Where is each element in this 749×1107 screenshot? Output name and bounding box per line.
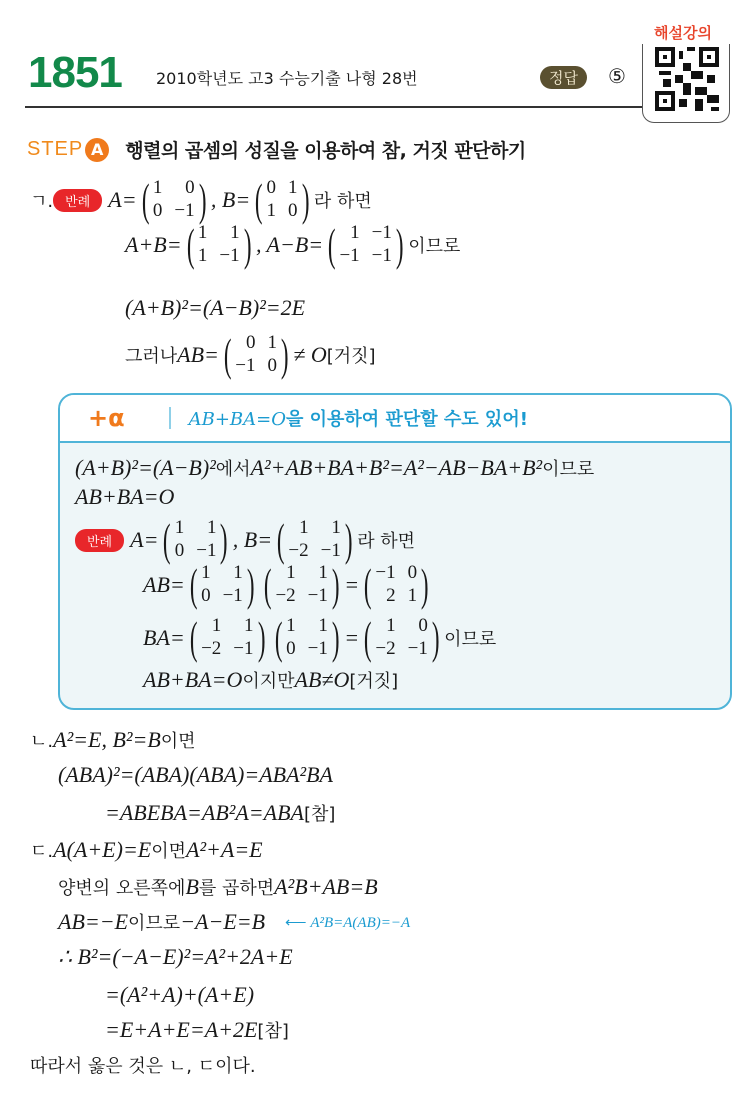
- math-expression: , B=: [210, 187, 251, 212]
- left-paren: (: [274, 612, 283, 663]
- plus-alpha-icon: +α: [88, 404, 125, 432]
- math-expression: A²+AB+BA+B²=A²−AB−BA+B²: [250, 455, 543, 480]
- right-paren: ): [220, 514, 228, 565]
- left-paren: (: [189, 612, 198, 663]
- math-expression: AB=: [177, 342, 219, 367]
- text: [거짓]: [349, 671, 399, 692]
- solution-line: [143, 612, 497, 663]
- right-paren: ): [280, 329, 289, 380]
- text: 이면: [151, 841, 187, 862]
- matrix-entry: 1: [197, 245, 208, 266]
- counterexample-badge: 반례: [53, 189, 102, 212]
- matrix-grid: [175, 517, 217, 563]
- matrix-grid: [201, 562, 243, 608]
- math-expression: =E+A+E=A+2E: [105, 1017, 258, 1042]
- matrix-entry: 1: [152, 177, 163, 198]
- math-expression: A²B+AB=B: [274, 874, 378, 899]
- matrix-entry: 1: [230, 222, 240, 243]
- right-paren: ): [420, 559, 429, 610]
- matrix: [271, 612, 343, 663]
- math-expression: (A+B)²=(A−B)²: [75, 455, 216, 480]
- math-expression: =(A²+A)+(A+E): [105, 982, 255, 1007]
- solution-line: [105, 800, 335, 826]
- matrix-entry: 0: [245, 332, 256, 353]
- solution-line: [30, 174, 372, 225]
- right-paren: ): [431, 612, 440, 663]
- math-expression: ∴ B²=(−A−E)²=A²+2A+E: [58, 944, 293, 969]
- header-divider: [25, 106, 645, 108]
- matrix: [186, 559, 258, 610]
- math-expression: AB+BA=O: [75, 484, 175, 509]
- step-title: 행렬의 곱셈의 성질을 이용하여 참, 거짓 판단하기: [125, 140, 526, 162]
- matrix-entry: 1: [244, 615, 254, 636]
- math-expression: A=: [108, 187, 137, 212]
- text: 이므로: [444, 629, 497, 650]
- math-expression: A=: [130, 527, 159, 552]
- left-paren: (: [327, 219, 336, 270]
- matrix-grid: [235, 332, 277, 378]
- matrix: [159, 514, 231, 565]
- matrix-entry: 1: [201, 562, 211, 583]
- solution-line: [30, 727, 196, 753]
- matrix-entry: −1: [307, 585, 328, 606]
- matrix-entry: −2: [201, 638, 222, 659]
- solution-line: [58, 762, 333, 788]
- solution-line: [30, 1052, 256, 1078]
- matrix-entry: 1: [318, 615, 328, 636]
- right-paren: ): [301, 174, 310, 225]
- matrix-grid: [286, 615, 328, 661]
- matrix-entry: 1: [288, 177, 298, 198]
- matrix-grid: [201, 615, 253, 661]
- side-note: ⟵ A²B=A(AB)=−A: [285, 913, 410, 932]
- text: 라 하면: [313, 191, 372, 212]
- matrix-entry: 1: [266, 200, 277, 221]
- solution-line: [75, 514, 416, 565]
- right-paren: ): [331, 612, 340, 663]
- solution-line: [125, 295, 305, 321]
- math-expression: =ABEBA=AB²A=ABA: [105, 800, 304, 825]
- solution-line: [125, 329, 376, 380]
- matrix-entry: 0: [201, 585, 211, 606]
- matrix-entry: 1: [211, 615, 222, 636]
- math-expression: (A+B)²=(A−B)²=2E: [125, 295, 306, 320]
- math-expression: AB≠O: [294, 667, 350, 692]
- step-letter: A: [85, 138, 109, 162]
- right-paren: ): [395, 219, 404, 270]
- text: 이면: [160, 731, 196, 752]
- matrix-entry: −1: [235, 355, 256, 376]
- left-paren: (: [363, 559, 372, 610]
- matrix: [273, 514, 356, 565]
- matrix-entry: −1: [320, 540, 341, 561]
- text: 라 하면: [357, 531, 416, 552]
- math-expression: A(A+E)=E: [53, 837, 152, 862]
- left-paren: (: [363, 612, 372, 663]
- matrix-entry: 1: [350, 222, 360, 243]
- math-expression: B: [185, 874, 199, 899]
- solution-line: [58, 944, 293, 970]
- matrix-grid: [375, 615, 427, 661]
- matrix-entry: −2: [288, 540, 309, 561]
- text: [거짓]: [326, 346, 376, 367]
- matrix-entry: 1: [407, 585, 418, 606]
- matrix-entry: −2: [275, 585, 296, 606]
- matrix-grid: [375, 562, 417, 608]
- right-paren: ): [246, 559, 255, 610]
- solution-line: [143, 667, 398, 693]
- answer-badge: 정답: [540, 66, 587, 89]
- qr-code-icon[interactable]: [655, 47, 719, 111]
- matrix-entry: 1: [233, 562, 243, 583]
- right-paren: ): [243, 219, 252, 270]
- matrix-entry: 1: [206, 517, 217, 538]
- matrix-entry: 0: [288, 200, 298, 221]
- solution-line: [105, 982, 254, 1008]
- matrix-grid: [275, 562, 327, 608]
- left-paren: (: [163, 514, 171, 565]
- matrix-grid: [267, 177, 298, 223]
- solution-line: [58, 874, 378, 900]
- text: ㄴ.: [30, 731, 54, 752]
- math-expression: AB=−E: [58, 909, 129, 934]
- step-label: STEP: [27, 138, 84, 160]
- step-heading: [27, 136, 526, 163]
- math-expression: =: [344, 572, 360, 597]
- matrix-entry: −1: [222, 585, 243, 606]
- matrix-entry: 0: [267, 355, 277, 376]
- answer-value: ⑤: [608, 64, 626, 88]
- text: 를 곱하면: [198, 878, 275, 899]
- matrix-entry: 0: [185, 177, 195, 198]
- matrix-grid: [198, 222, 240, 268]
- math-expression: A²=E, B²=B: [53, 727, 161, 752]
- math-expression: AB+BA=O: [143, 667, 243, 692]
- matrix-grid: [153, 177, 195, 223]
- solution-line: [105, 1017, 289, 1043]
- matrix-entry: 1: [286, 562, 296, 583]
- matrix: [260, 559, 343, 610]
- left-paren: (: [276, 514, 285, 565]
- matrix-entry: 1: [267, 332, 277, 353]
- left-paren: (: [189, 559, 198, 610]
- title-math: AB+BA=O: [188, 409, 286, 430]
- text: [참]: [257, 1021, 289, 1042]
- title-text: 을 이용하여 판단할 수도 있어!: [285, 409, 528, 430]
- solution-line: [125, 219, 461, 270]
- text: 이므로: [408, 236, 461, 257]
- matrix-entry: −2: [375, 638, 396, 659]
- divider-bar: [169, 407, 171, 429]
- matrix-grid: [339, 222, 391, 268]
- left-paren: (: [141, 174, 150, 225]
- problem-number: 1851: [28, 48, 122, 97]
- matrix: [186, 612, 269, 663]
- plus-alpha-header: [60, 395, 730, 443]
- matrix: [138, 174, 210, 225]
- matrix: [324, 219, 407, 270]
- right-paren: ): [257, 612, 265, 663]
- matrix-entry: 1: [331, 517, 341, 538]
- matrix-entry: −1: [196, 540, 217, 561]
- solution-line: [30, 837, 263, 863]
- lecture-label: 해설강의: [654, 24, 712, 42]
- matrix-entry: 0: [266, 177, 277, 198]
- solution-line: [58, 909, 410, 935]
- matrix-entry: −1: [407, 638, 428, 659]
- plus-alpha-title: [189, 405, 528, 431]
- right-paren: ): [198, 174, 207, 225]
- text: 이므로: [542, 459, 595, 480]
- matrix-entry: 2: [386, 585, 396, 606]
- text: 이지만: [242, 671, 295, 692]
- matrix-entry: 0: [174, 540, 185, 561]
- matrix-entry: −1: [233, 638, 254, 659]
- matrix: [183, 219, 255, 270]
- matrix-entry: 1: [174, 517, 185, 538]
- matrix-entry: −1: [375, 562, 396, 583]
- matrix-entry: 1: [286, 615, 296, 636]
- text: [참]: [303, 804, 336, 825]
- matrix-entry: 1: [386, 615, 396, 636]
- text: 에서: [215, 459, 251, 480]
- left-paren: (: [186, 219, 195, 270]
- solution-line: [75, 484, 174, 510]
- matrix-entry: 0: [407, 562, 418, 583]
- matrix: [360, 612, 443, 663]
- matrix-entry: 0: [418, 615, 428, 636]
- matrix-entry: −1: [307, 638, 328, 659]
- matrix-entry: −1: [371, 222, 392, 243]
- text: 이므로: [128, 913, 181, 934]
- left-paren: (: [255, 174, 263, 225]
- matrix-grid: [288, 517, 340, 563]
- math-expression: (ABA)²=(ABA)(ABA)=ABA²BA: [58, 762, 333, 787]
- math-expression: ≠ O: [293, 342, 327, 367]
- left-paren: (: [223, 329, 232, 380]
- matrix-entry: −1: [339, 245, 360, 266]
- matrix-entry: 1: [318, 562, 328, 583]
- matrix: [220, 329, 292, 380]
- text: ㄷ.: [30, 841, 54, 862]
- matrix-entry: −1: [219, 245, 240, 266]
- math-expression: =: [344, 625, 360, 650]
- right-paren: ): [331, 559, 340, 610]
- math-expression: A+B=: [125, 232, 182, 257]
- matrix-entry: 1: [197, 222, 208, 243]
- math-expression: AB=: [143, 572, 185, 597]
- right-paren: ): [344, 514, 353, 565]
- matrix-entry: 0: [152, 200, 163, 221]
- math-expression: , A−B=: [255, 232, 324, 257]
- text: ㄱ.: [30, 191, 54, 212]
- matrix: [360, 559, 432, 610]
- text: 따라서 옳은 것은 ㄴ, ㄷ이다.: [30, 1056, 256, 1077]
- left-paren: (: [263, 559, 272, 610]
- matrix: [251, 174, 313, 225]
- math-expression: −A−E=B: [180, 909, 266, 934]
- text: 양변의 오른쪽에: [58, 878, 186, 899]
- counterexample-badge: 반례: [75, 529, 124, 552]
- math-expression: , B=: [232, 527, 273, 552]
- solution-line: [143, 559, 433, 610]
- matrix-entry: 0: [286, 638, 296, 659]
- math-expression: A²+A=E: [186, 837, 263, 862]
- math-expression: BA=: [143, 625, 185, 650]
- matrix-entry: −1: [174, 200, 195, 221]
- problem-source: 2010학년도 고3 수능기출 나형 28번: [156, 69, 418, 88]
- text: 그러나: [125, 346, 178, 367]
- matrix-entry: −1: [371, 245, 392, 266]
- solution-line: [75, 455, 594, 481]
- matrix-entry: 1: [299, 517, 309, 538]
